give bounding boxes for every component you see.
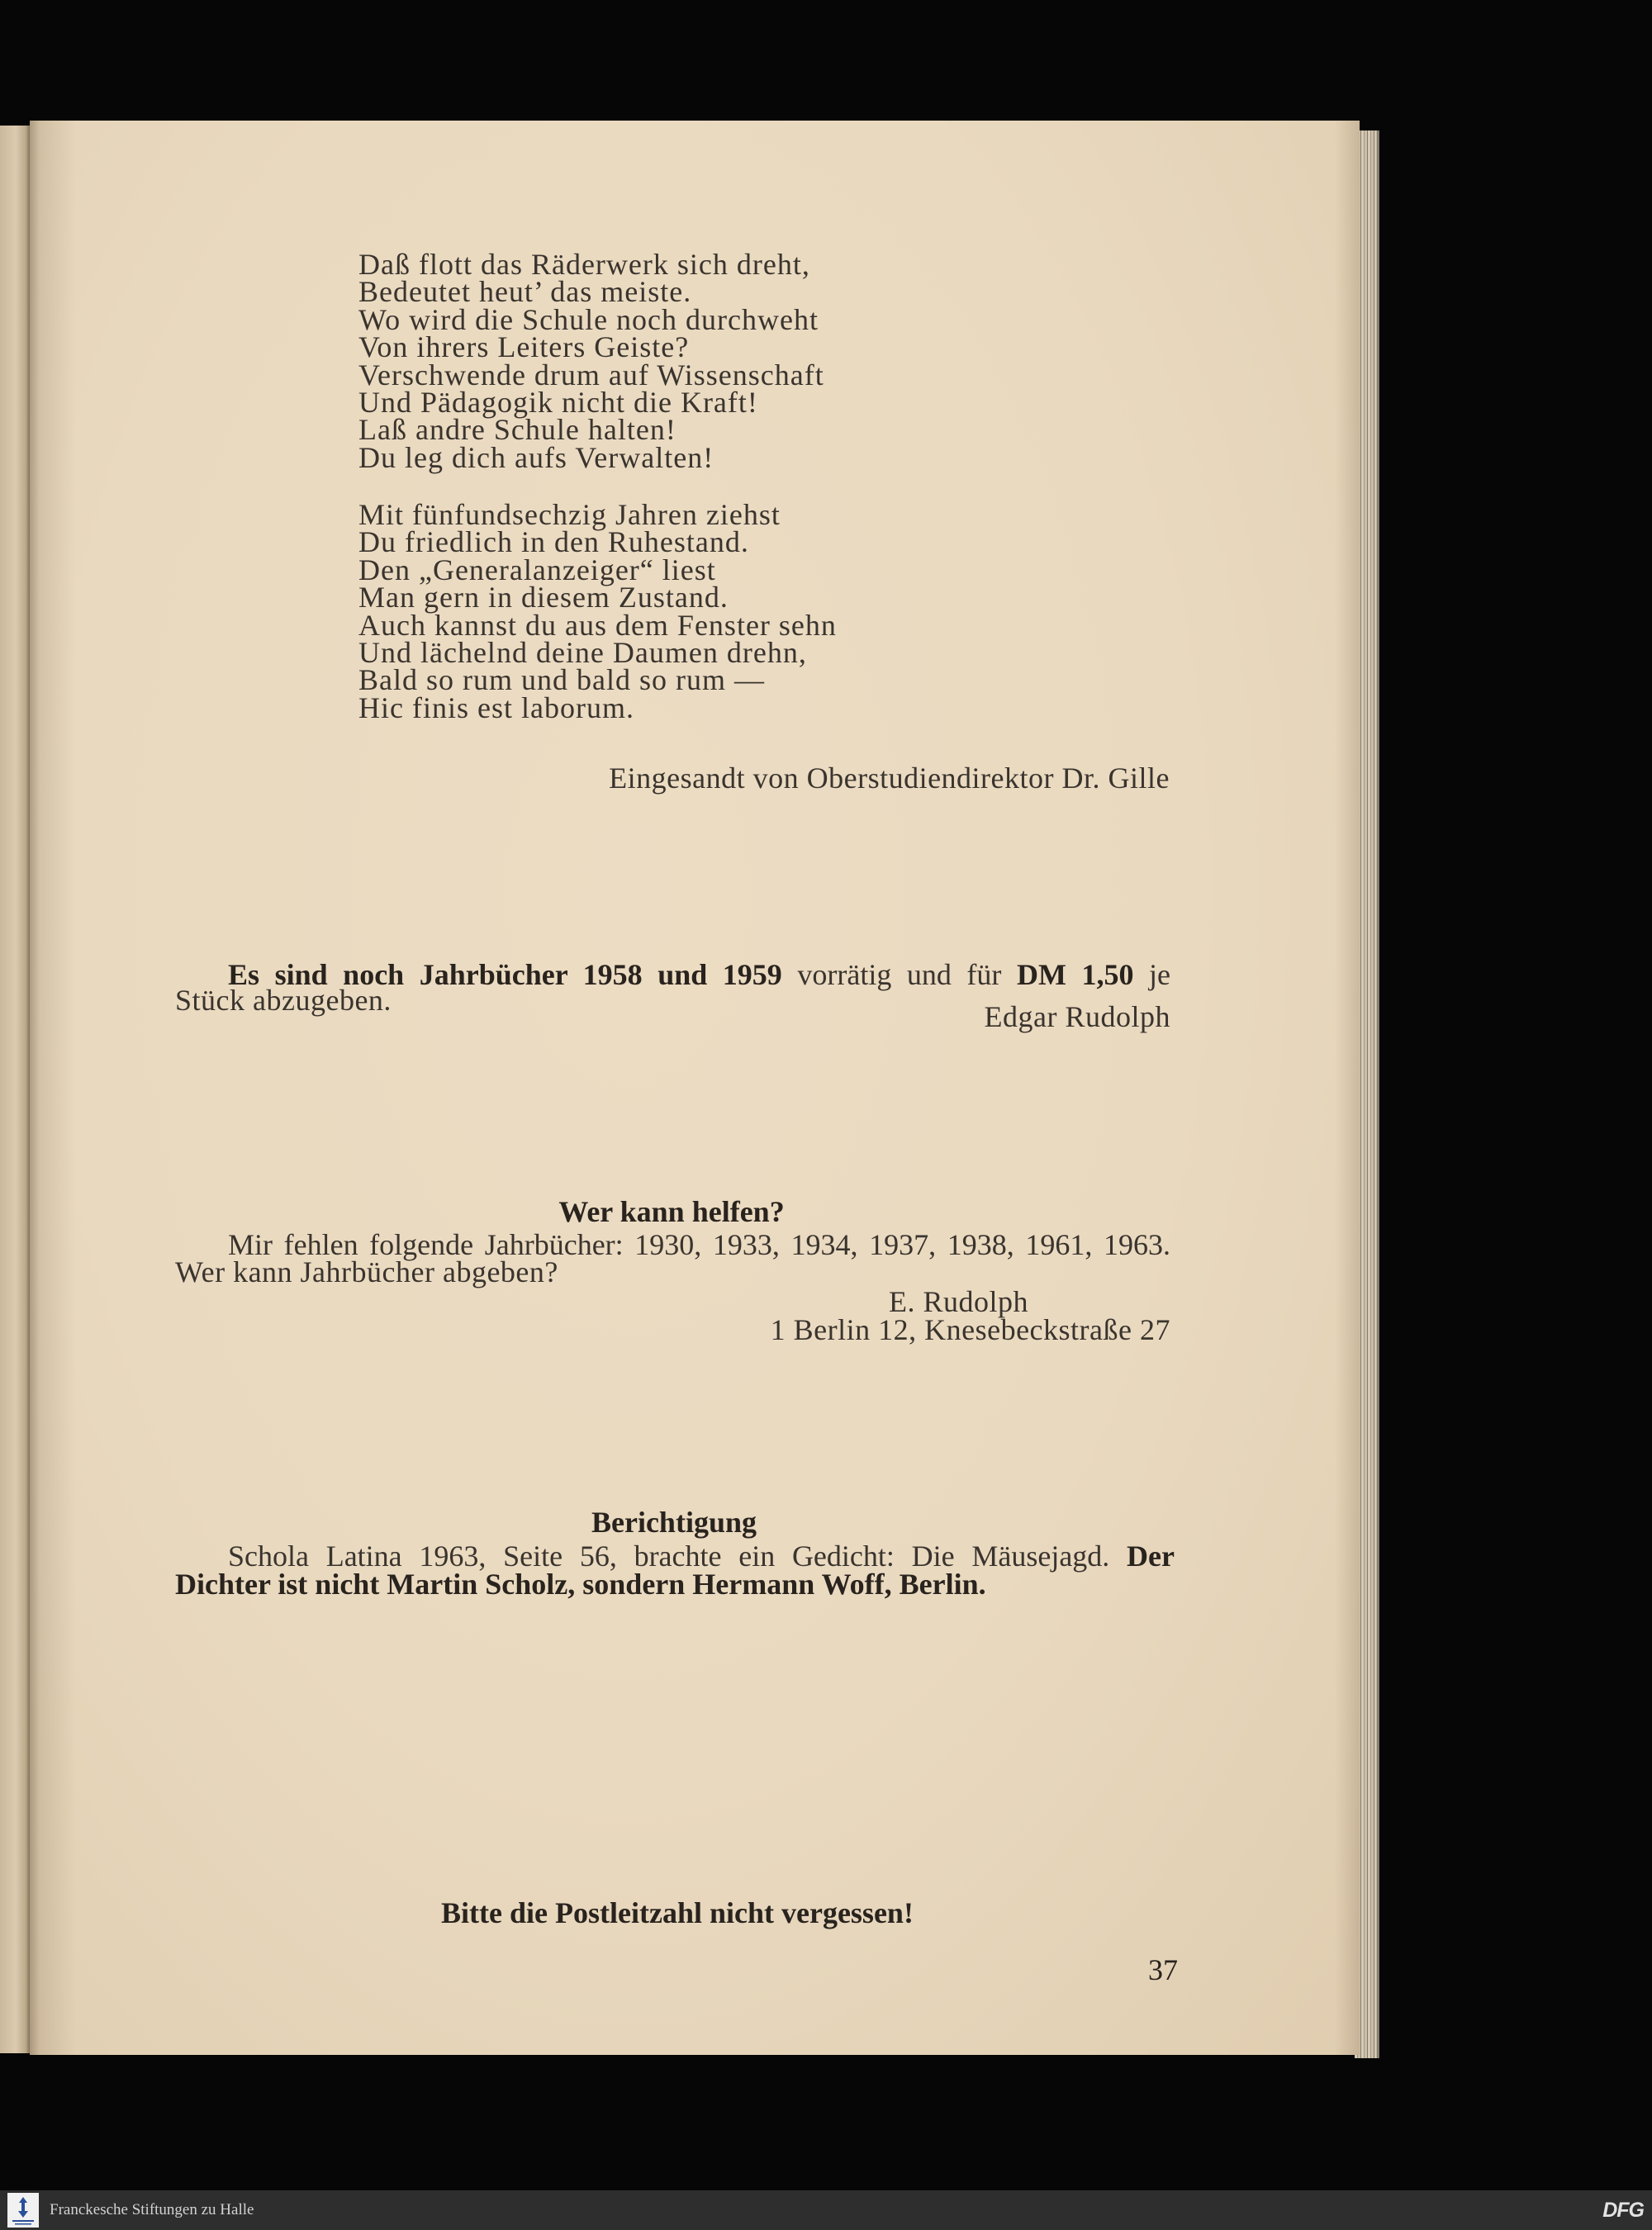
yearbooks-notice-text: vorrätig und für [781, 958, 1017, 991]
poem-line: Mit fünfundsechzig Jahren ziehst [358, 498, 781, 531]
poem-line: Laß andre Schule halten! [358, 413, 676, 447]
help-request-line-1: Mir fehlen folgende Jahrbücher: 1930, 1933, 1934, 1937, 1938, 1961, 1963. [228, 1228, 1170, 1261]
yearbooks-notice-signature: Edgar Rudolph [984, 1000, 1170, 1033]
yearbooks-notice-text: je [1133, 958, 1171, 991]
poem-line: Man gern in diesem Zustand. [358, 581, 729, 614]
poem-line: Und lächelnd deine Daumen drehn, [358, 636, 807, 670]
poem-line: Verschwende drum auf Wissenschaft [358, 358, 824, 391]
correction-line-1 [228, 1540, 1175, 1573]
poem-line: Und Pädagogik nicht die Kraft! [358, 386, 758, 420]
help-request-line-2: Wer kann Jahrbücher abgeben? [175, 1255, 558, 1288]
poem-stanza-2 [358, 498, 837, 724]
poem-line: Von ihrers Leiters Geiste? [358, 330, 690, 364]
correction-line-2: Dichter ist nicht Martin Scholz, sondern Hermann Woff, Berlin. [175, 1568, 986, 1601]
franckesche-stiftungen-logo-icon [7, 2193, 39, 2228]
page-number: 37 [1148, 1953, 1178, 1986]
poem-line: Den „Generalanzeiger“ liest [358, 553, 716, 586]
viewer-footer-bar [0, 2190, 1652, 2230]
yearbooks-notice-line-2: Stück abzugeben. [175, 984, 392, 1017]
poem-stanza-1 [358, 248, 824, 474]
yearbooks-notice-bold-text: Es sind noch Jahrbücher 1958 und 1959 [228, 958, 782, 991]
help-request-signature-name: E. Rudolph [889, 1285, 1029, 1318]
help-request-signature-address: 1 Berlin 12, Knesebeckstraße 27 [770, 1313, 1170, 1346]
poem-line: Auch kannst du aus dem Fenster sehn [358, 608, 837, 642]
dfg-logo: DFG [1602, 2199, 1644, 2222]
help-request-heading: Wer kann helfen? [558, 1195, 785, 1228]
book-page [30, 121, 1360, 2055]
correction-text: Schola Latina 1963, Seite 56, brachte ein Gedicht: Die Mäusejagd. [228, 1540, 1127, 1573]
poem-line: Bald so rum und bald so rum — [358, 663, 765, 697]
footer-institution-name: Franckesche Stiftungen zu Halle [50, 2201, 254, 2218]
poem-line: Du leg dich aufs Verwalten! [358, 440, 714, 474]
postcode-reminder: Bitte die Postleitzahl nicht vergessen! [441, 1896, 914, 1929]
poem-line: Du friedlich in den Ruhestand. [358, 525, 749, 559]
poem-attribution: Eingesandt von Oberstudiendirektor Dr. Gille [609, 762, 1170, 795]
correction-heading: Berichtigung [591, 1506, 757, 1539]
previous-page-edge [0, 126, 31, 2053]
poem-line: Daß flott das Räderwerk sich dreht, [358, 248, 810, 281]
correction-bold-text: Der [1127, 1540, 1175, 1573]
poem-line: Bedeutet heut’ das meiste. [358, 275, 692, 309]
yearbooks-price: DM 1,50 [1016, 958, 1134, 991]
poem-line: Hic finis est laborum. [358, 690, 634, 724]
poem-line: Wo wird die Schule noch durchweht [358, 302, 819, 336]
